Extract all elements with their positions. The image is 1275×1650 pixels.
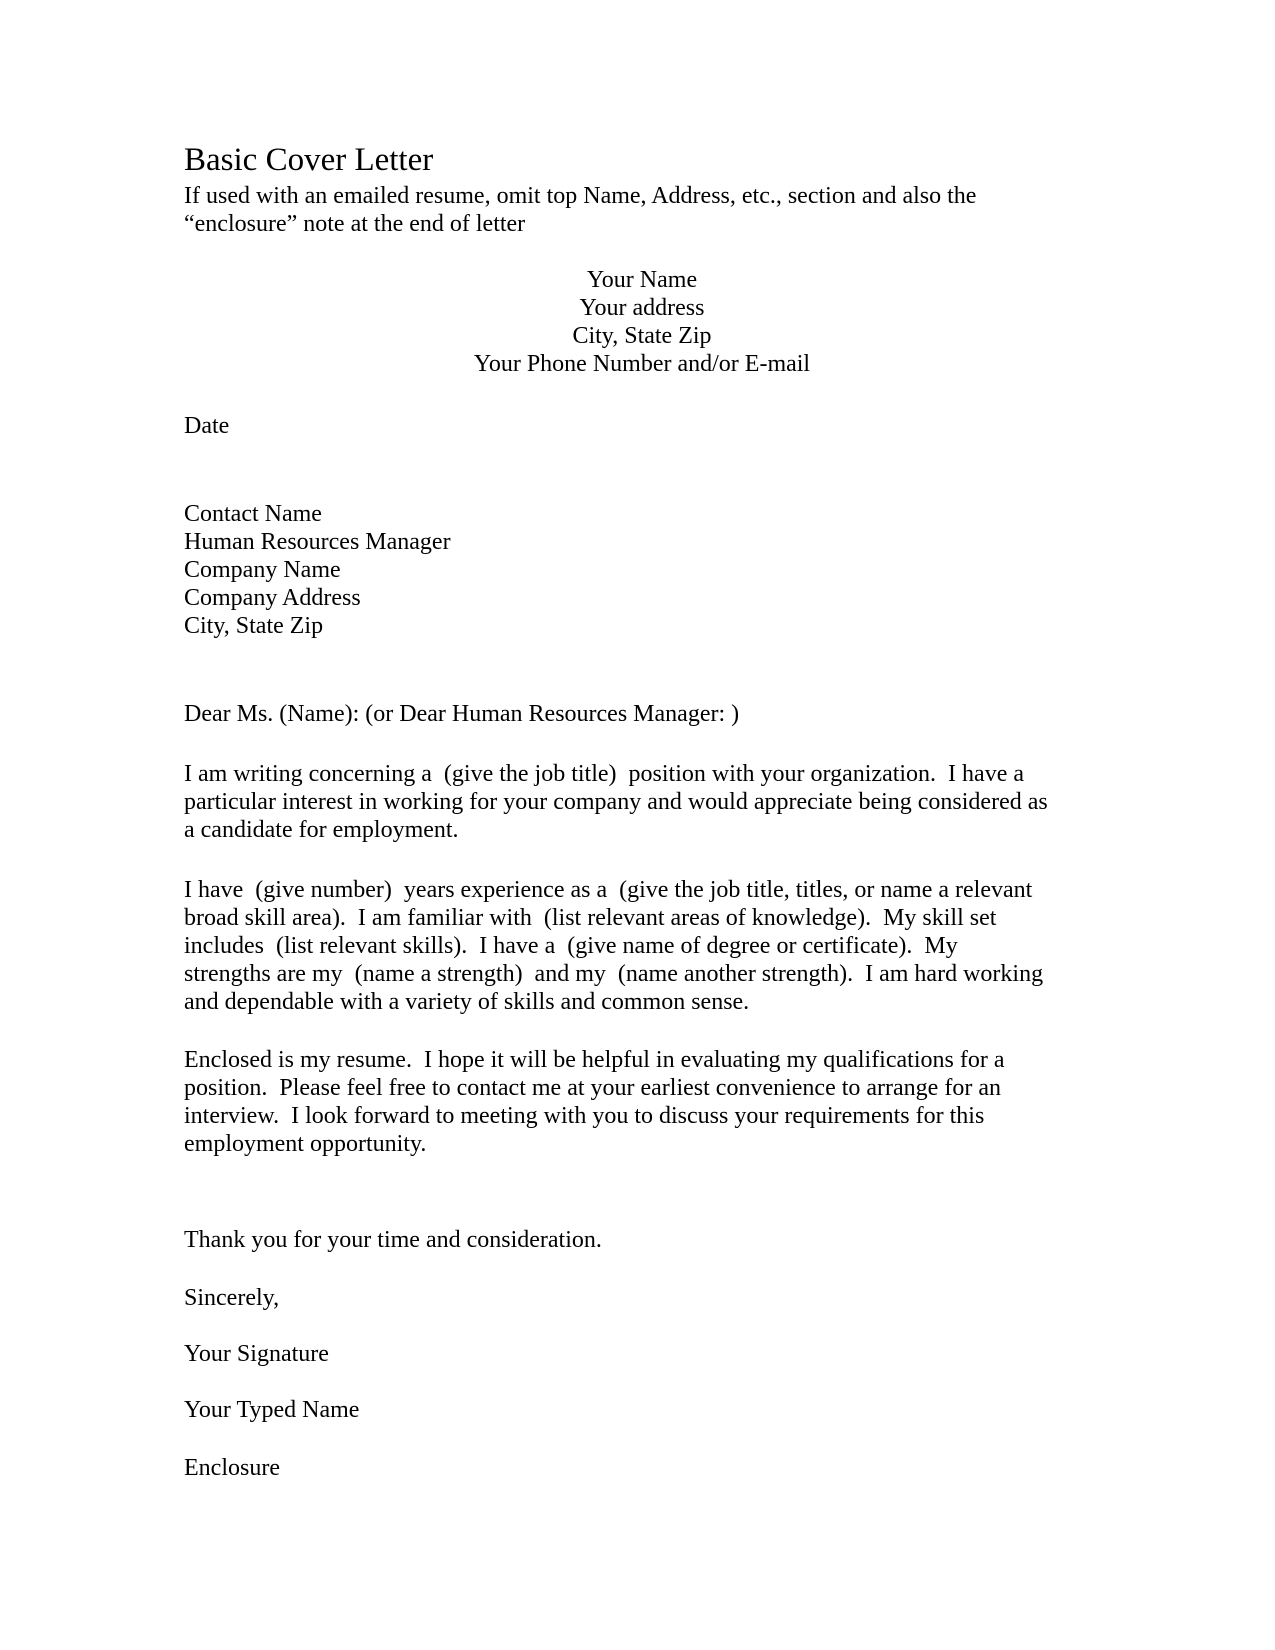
text-line: interview. I look forward to meeting with you to discuss your requirements for this <box>184 1103 985 1129</box>
text-line: a candidate for employment. <box>184 817 459 843</box>
body-paragraph-3 <box>184 1046 1100 1158</box>
enclosure-note-line: Enclosure <box>184 1455 280 1481</box>
text-line: includes (list relevant skills). I have a (give name of degree or certificate). My <box>184 933 958 959</box>
text-line: strengths are my (name a strength) and my (name another strength). I am hard working <box>184 961 1044 987</box>
text-line: Human Resources Manager <box>184 529 451 555</box>
text-line: “enclosure” note at the end of letter <box>184 211 526 237</box>
recipient-address-block <box>184 500 1100 640</box>
text-line: Your address <box>579 295 705 321</box>
text-line: and dependable with a variety of skills and common sense. <box>184 989 750 1015</box>
text-line: Your Phone Number and/or E-mail <box>473 351 811 377</box>
text-line: City, State Zip <box>572 323 712 349</box>
text-line: particular interest in working for your company and would appreciate being considered as <box>184 789 1048 815</box>
text-line: Contact Name <box>184 501 322 527</box>
text-line: employment opportunity. <box>184 1131 427 1157</box>
typed-name-line: Your Typed Name <box>184 1397 360 1423</box>
text-line: I am writing concerning a (give the job title) position with your organization. I have a <box>184 761 1024 787</box>
signature-placeholder-line: Your Signature <box>184 1341 329 1367</box>
closing-line: Sincerely, <box>184 1285 280 1311</box>
text-line: Your Name <box>586 267 698 293</box>
text-line: I have (give number) years experience as a (give the job title, titles, or name a relevant <box>184 877 1033 903</box>
sender-address-block <box>184 266 1100 378</box>
text-line: City, State Zip <box>184 613 324 639</box>
text-line: Company Name <box>184 557 341 583</box>
salutation-line: Dear Ms. (Name): (or Dear Human Resources Manager: ) <box>184 701 740 727</box>
text-line: Company Address <box>184 585 361 611</box>
text-line: position. Please feel free to contact me at your earliest convenience to arrange for an <box>184 1075 1001 1101</box>
text-line: Enclosed is my resume. I hope it will be helpful in evaluating my qualifications for a <box>184 1047 1005 1073</box>
body-paragraph-1 <box>184 760 1100 844</box>
page-title: Basic Cover Letter <box>184 142 434 178</box>
text-line: broad skill area). I am familiar with (list relevant areas of knowledge). My skill set <box>184 905 997 931</box>
body-paragraph-2 <box>184 876 1100 1016</box>
text-line: If used with an emailed resume, omit top Name, Address, etc., section and also the <box>184 183 977 209</box>
thanks-line: Thank you for your time and consideration. <box>184 1227 602 1253</box>
date-line: Date <box>184 413 230 439</box>
page-subtitle <box>184 182 1100 238</box>
